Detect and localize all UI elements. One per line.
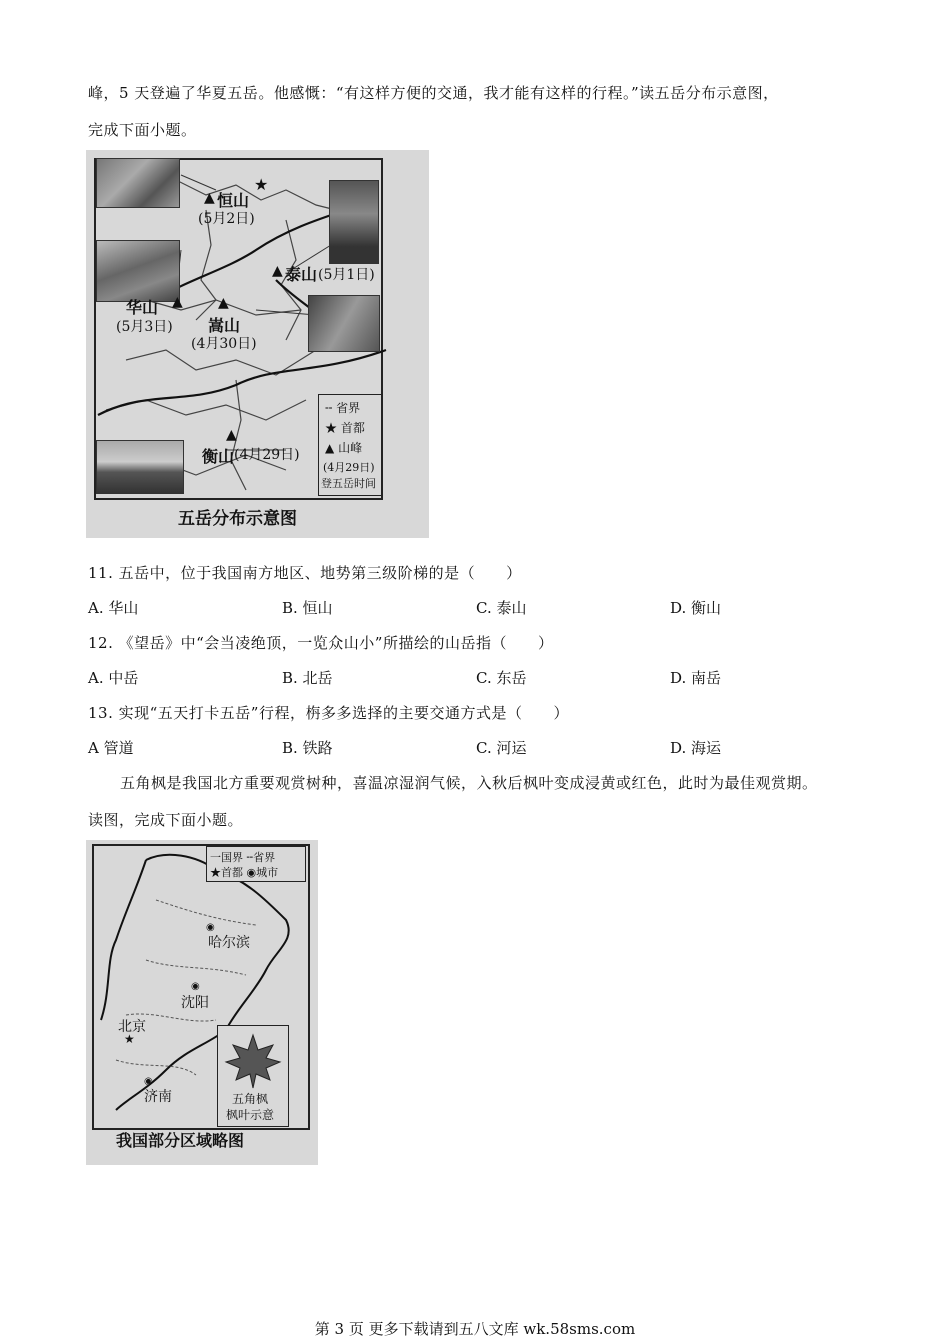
hengshan-photo <box>96 158 180 208</box>
legend-provincial: 省界 <box>253 851 276 864</box>
star-icon: ★ <box>124 1032 135 1046</box>
leaf-caption-2: 枫叶示意 <box>226 1108 275 1122</box>
leaf-caption-1: 五角枫 <box>232 1092 269 1106</box>
legend-date-example: (4月29日) <box>323 461 375 474</box>
map1-title: 五岳分布示意图 <box>178 509 297 529</box>
legend-capital: ★ 首都 <box>325 421 365 435</box>
five-mountains-map <box>86 150 429 538</box>
peak-triangle-icon: ▲ <box>172 294 183 310</box>
huashan-photo <box>96 240 180 302</box>
passage2-line-1: 五角枫是我国北方重要观赏树种，喜温凉湿润气候，入秋后枫叶变成浸黄或红色，此时为最佳观赏期。 <box>120 774 818 792</box>
legend-date-desc: 登五岳时间 <box>321 477 376 490</box>
q13-option-b: B. 铁路 <box>282 739 333 757</box>
peak-triangle-icon: ▲ <box>204 190 215 206</box>
taishan-label: 泰山 <box>285 265 318 284</box>
legend-national: 一国界 <box>210 851 243 864</box>
q12-option-a: A. 中岳 <box>88 669 139 687</box>
map2-title: 我国部分区域略图 <box>116 1131 245 1150</box>
maple-leaf-icon <box>218 1030 288 1090</box>
q12-option-b: B. 北岳 <box>282 669 333 687</box>
peak-triangle-icon: ▲ <box>226 427 237 443</box>
huashan-date: (5月3日) <box>116 319 173 335</box>
city-dot-icon: ◉ <box>191 981 200 992</box>
legend-capital: ★首都 <box>210 866 243 879</box>
huashan-label: 华山 <box>126 298 159 317</box>
dash-icon: ╌ <box>246 851 254 864</box>
q12-option-d: D. 南岳 <box>670 669 722 687</box>
hengshan-north-date: (5月2日) <box>198 211 255 227</box>
capital-star-icon: ★ <box>254 175 269 194</box>
map2-legend <box>206 846 306 882</box>
hengshan-south-label: 衡山 <box>202 447 235 466</box>
songshan-date: (4月30日) <box>191 336 257 352</box>
question-12-stem: 12. 《望岳》中“会当凌绝顶，一览众山小”所描绘的山岳指（ ） <box>88 634 554 652</box>
q13-option-a: A 管道 <box>88 739 134 757</box>
city-dot-icon: ◉ <box>206 922 215 933</box>
q11-option-b: B. 恒山 <box>282 599 333 617</box>
q13-option-c: C. 河运 <box>476 739 527 757</box>
legend-province: ╌ 省界 <box>325 401 361 415</box>
songshan-photo <box>308 295 380 352</box>
city-harbin: 哈尔滨 <box>208 935 250 951</box>
question-13-stem: 13. 实现“五天打卡五岳”行程，栴多多选择的主要交通方式是（ ） <box>88 704 569 722</box>
q11-option-a: A. 华山 <box>88 599 139 617</box>
leaf-inset <box>217 1025 289 1127</box>
hengshan-south-photo <box>96 440 184 494</box>
songshan-label: 嵩山 <box>208 316 241 335</box>
q13-option-d: D. 海运 <box>670 739 722 757</box>
q12-option-c: C. 东岳 <box>476 669 527 687</box>
page-footer: 第 3 页 更多下载请到五八文库 wk.58sms.com <box>314 1320 636 1338</box>
city-jinan: 济南 <box>144 1089 172 1105</box>
question-11-stem: 11. 五岳中，位于我国南方地区、地势第三级阶梯的是（ ） <box>88 564 522 582</box>
q11-option-c: C. 泰山 <box>476 599 527 617</box>
hengshan-south-date: (4月29日) <box>234 447 300 463</box>
taishan-date: (5月1日) <box>318 267 375 283</box>
city-dot-icon: ◉ <box>246 866 257 879</box>
passage2-line-2: 读图，完成下面小题。 <box>88 811 244 829</box>
q11-option-d: D. 衡山 <box>670 599 722 617</box>
legend-city: 城市 <box>256 866 279 879</box>
city-dot-icon: ◉ <box>144 1076 153 1087</box>
city-shenyang: 沈阳 <box>181 995 209 1011</box>
intro-line-2: 完成下面小题。 <box>88 121 197 139</box>
star-icon: ★ <box>325 421 338 435</box>
legend-peak: ▲ 山峰 <box>325 441 363 455</box>
map1-legend <box>318 394 382 496</box>
city-beijing: 北京 <box>118 1019 146 1035</box>
region-map <box>86 840 318 1165</box>
triangle-icon: ▲ <box>325 441 335 455</box>
province-line-icon: ╌ <box>325 401 333 415</box>
peak-triangle-icon: ▲ <box>272 263 283 279</box>
intro-line-1: 峰，5 天登遍了华夏五岳。他感慨：“有这样方便的交通，我才能有这样的行程。”读五岳分布示意图， <box>88 84 779 102</box>
taishan-photo <box>329 180 379 264</box>
hengshan-north-label: 恒山 <box>217 191 250 210</box>
peak-triangle-icon: ▲ <box>218 295 229 311</box>
